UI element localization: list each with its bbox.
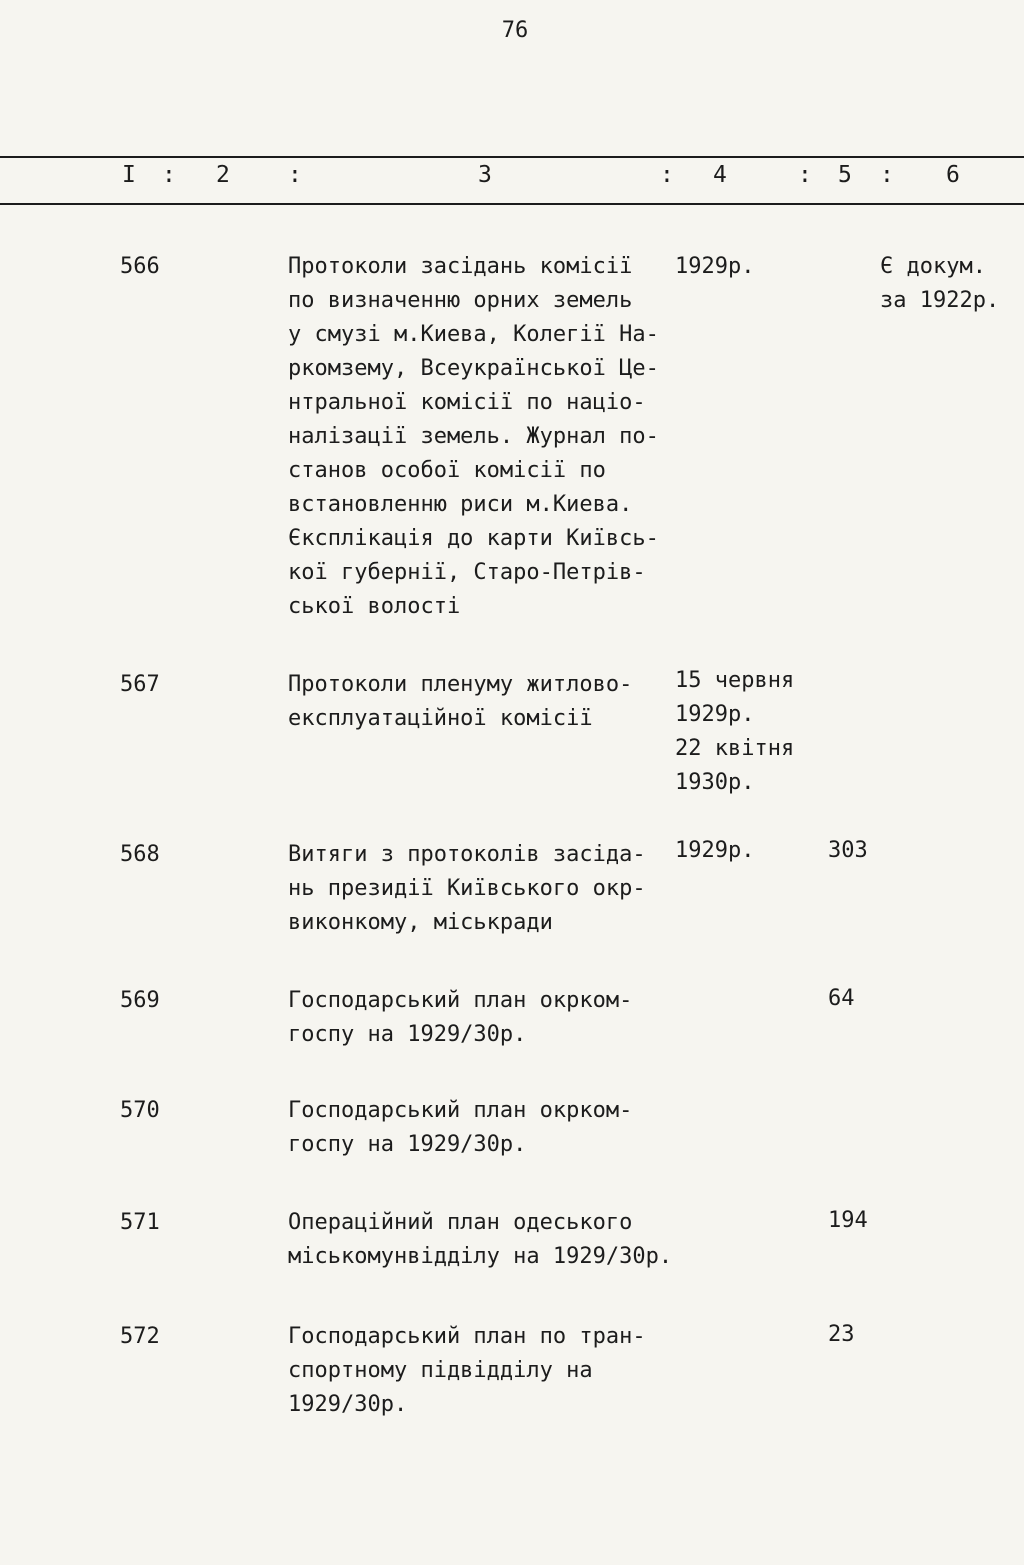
entry-number: 566 — [120, 254, 160, 279]
column-header-3: 3 — [478, 162, 492, 188]
entry-number: 567 — [120, 672, 160, 697]
entry-date: 22 квітня — [675, 736, 795, 761]
header-top-rule — [0, 156, 1024, 158]
entry-title-line: міськомунвідділу на 1929/30р. — [288, 1244, 673, 1269]
entry-count: 194 — [828, 1208, 868, 1233]
entry-title-line: Єксплікація до карти Київсь- — [288, 526, 659, 551]
entry-title-line: ркомзему, Всеукраїнської Це- — [288, 356, 659, 381]
column-header-2: 2 — [216, 162, 230, 188]
header-bottom-rule — [0, 203, 1024, 205]
entry-number: 571 — [120, 1210, 160, 1235]
entry-date: 1929р. — [675, 254, 755, 279]
entry-number: 568 — [120, 842, 160, 867]
entry-date: 1929р. — [675, 702, 755, 727]
entry-title-line: Господарський план окрком- — [288, 1098, 633, 1123]
entry-title-line: Протоколи засідань комісії — [288, 254, 633, 279]
column-separator: : — [288, 162, 302, 188]
entry-title-line: госпу на 1929/30р. — [288, 1132, 527, 1157]
entry-title-line: у смузі м.Киева, Колегії На- — [288, 322, 659, 347]
entry-title-line: Витяги з протоколів засіда- — [288, 842, 646, 867]
entry-count: 303 — [828, 838, 868, 863]
entry-title-line: ської волості — [288, 594, 461, 619]
entry-title-line: 1929/30р. — [288, 1392, 408, 1417]
entry-title-line: спортному підвідділу на — [288, 1358, 593, 1383]
entry-number: 572 — [120, 1324, 160, 1349]
entry-title-line: станов особої комісії по — [288, 458, 606, 483]
column-separator: : — [798, 162, 812, 188]
column-header-4: 4 — [713, 162, 727, 188]
entry-date: 1929р. — [675, 838, 755, 863]
column-separator: : — [880, 162, 894, 188]
entry-note-line: Є докум. — [880, 254, 986, 279]
entry-number: 569 — [120, 988, 160, 1013]
entry-number: 570 — [120, 1098, 160, 1123]
entry-count: 64 — [828, 986, 855, 1011]
entry-title-line: Господарський план по тран- — [288, 1324, 646, 1349]
entry-note-line: за 1922р. — [880, 288, 1000, 313]
entry-date: 15 червня — [675, 668, 795, 693]
entry-title-line: Господарський план окрком- — [288, 988, 633, 1013]
entry-title-line: експлуатаційної комісії — [288, 706, 593, 731]
entry-title-line: встановленню риси м.Киева. — [288, 492, 633, 517]
column-header-6: 6 — [946, 162, 960, 188]
entry-title-line: госпу на 1929/30р. — [288, 1022, 527, 1047]
entry-title-line: Операційний план одеського — [288, 1210, 633, 1235]
entry-title-line: Протоколи пленуму житлово- — [288, 672, 633, 697]
page-number: 76 — [501, 18, 529, 43]
column-separator: : — [162, 162, 176, 188]
column-header-5: 5 — [838, 162, 852, 188]
column-separator: : — [660, 162, 674, 188]
entry-title-line: налізації земель. Журнал по- — [288, 424, 659, 449]
entry-title-line: нь президії Київського окр- — [288, 876, 646, 901]
column-header-1: I — [122, 162, 136, 188]
entry-title-line: кої губернії, Старо-Петрів- — [288, 560, 646, 585]
entry-title-line: по визначенню орних земель — [288, 288, 633, 313]
entry-title-line: виконкому, міськради — [288, 910, 553, 935]
entry-count: 23 — [828, 1322, 855, 1347]
entry-title-line: нтральної комісії по націо- — [288, 390, 646, 415]
entry-date: 1930р. — [675, 770, 755, 795]
